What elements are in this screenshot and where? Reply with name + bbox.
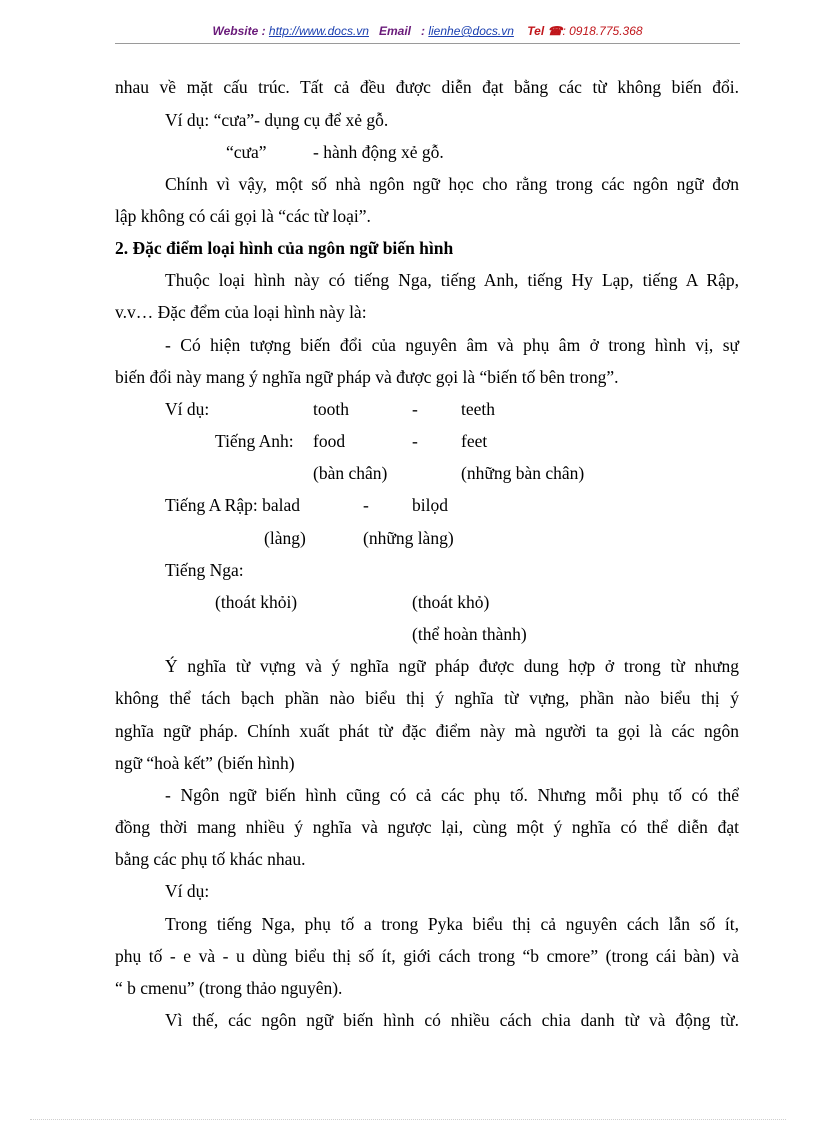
example-label: Ví dụ: <box>165 881 210 901</box>
email-label: Email <box>378 24 411 38</box>
body-line: Ví dụ: “cưa”- dụng cụ để xẻ gỗ. <box>165 110 389 130</box>
example-gloss: (thoát khỏ) <box>412 592 490 612</box>
language-label: Tiếng Nga: <box>165 560 244 580</box>
language-label: Tiếng Anh: <box>215 431 294 451</box>
language-label: Tiếng A Rập: balad <box>165 495 300 515</box>
body-line: v.v… Đặc đểm của loại hình này là: <box>115 302 367 322</box>
body-line: không thể tách bạch phần nào biểu thị ý nghĩa từ vựng, phần nào biểu thị ý <box>115 688 739 708</box>
body-line: “ b cmenu” (trong thảo nguyên). <box>115 978 343 998</box>
body-line: - Có hiện tượng biến đổi của nguyên âm và phụ âm ở trong hình vị, sự <box>165 335 739 355</box>
body-line: ngữ “hoà kết” (biến hình) <box>115 753 295 773</box>
tel-label: Tel <box>527 24 545 38</box>
section-heading: 2. Đặc điểm loại hình của ngôn ngữ biến hình <box>115 238 454 258</box>
body-line: phụ tố - e và - u dùng biểu thị số ít, giới cách trong “b cmore” (trong cái bàn) và <box>115 946 739 966</box>
example-gloss: - hành động xẻ gỗ. <box>313 142 444 162</box>
example-dash: - <box>412 431 418 451</box>
example-dash: - <box>363 495 369 515</box>
example-label: Ví dụ: <box>165 399 210 419</box>
email-separator: : <box>417 24 429 38</box>
body-line: nhau về mặt cấu trúc. Tất cả đều được diễn đạt bằng các từ không biến đổi. <box>115 77 739 97</box>
example-word: “cưa” <box>226 142 267 162</box>
body-line: Thuộc loại hình này có tiếng Nga, tiếng Anh, tiếng Hy Lạp, tiếng A Rập, <box>165 270 739 290</box>
body-line: Chính vì vậy, một số nhà ngôn ngữ học cho rằng trong các ngôn ngữ đơn <box>165 174 739 194</box>
example-gloss: (thể hoàn thành) <box>412 624 527 644</box>
body-line: Trong tiếng Nga, phụ tố a trong Pyka biểu thị cả nguyên cách lẫn số ít, <box>165 914 739 934</box>
example-gloss: (thoát khỏi) <box>215 592 298 612</box>
example-gloss: (những bàn chân) <box>461 463 585 483</box>
example-dash: - <box>412 399 418 419</box>
email-link[interactable]: lienhe@docs.vn <box>428 24 514 38</box>
body-line: nghĩa ngữ pháp. Chính xuất phát từ đặc điểm này mà người ta gọi là các ngôn <box>115 721 739 741</box>
example-word: tooth <box>313 399 349 419</box>
website-label: Website <box>212 24 259 38</box>
body-line: Ý nghĩa từ vựng và ý nghĩa ngữ pháp được dung hợp ở trong từ nhưng <box>165 656 739 676</box>
example-gloss: (làng) <box>264 528 306 548</box>
example-word: feet <box>461 431 488 451</box>
example-word: food <box>313 431 346 451</box>
website-link[interactable]: http://www.docs.vn <box>268 24 369 38</box>
footer-rule <box>30 1119 786 1120</box>
body-line: - Ngôn ngữ biến hình cũng có cả các phụ tố. Nhưng mỗi phụ tố có thể <box>165 785 739 805</box>
example-gloss: (những làng) <box>363 528 454 548</box>
website-separator: : <box>258 24 269 38</box>
body-line: Vì thế, các ngôn ngữ biến hình có nhiều cách chia danh từ và động từ. <box>165 1010 739 1030</box>
tel-value: : 0918.775.368 <box>562 24 643 38</box>
example-gloss: (bàn chân) <box>313 463 388 483</box>
body-line: bằng các phụ tố khác nhau. <box>115 849 306 869</box>
body-line: đồng thời mang nhiều ý nghĩa và ngược lại, cùng một ý nghĩa có thể diễn đạt <box>115 817 739 837</box>
page-header <box>115 24 740 38</box>
body-line: biến đổi này mang ý nghĩa ngữ pháp và được gọi là “biến tố bên trong”. <box>115 367 619 387</box>
header-rule <box>115 43 740 44</box>
example-word: teeth <box>461 399 496 419</box>
example-word: bilọd <box>412 495 448 515</box>
body-line: lập không có cái gọi là “các từ loại”. <box>115 206 371 226</box>
phone-icon: ☎ <box>547 24 563 38</box>
